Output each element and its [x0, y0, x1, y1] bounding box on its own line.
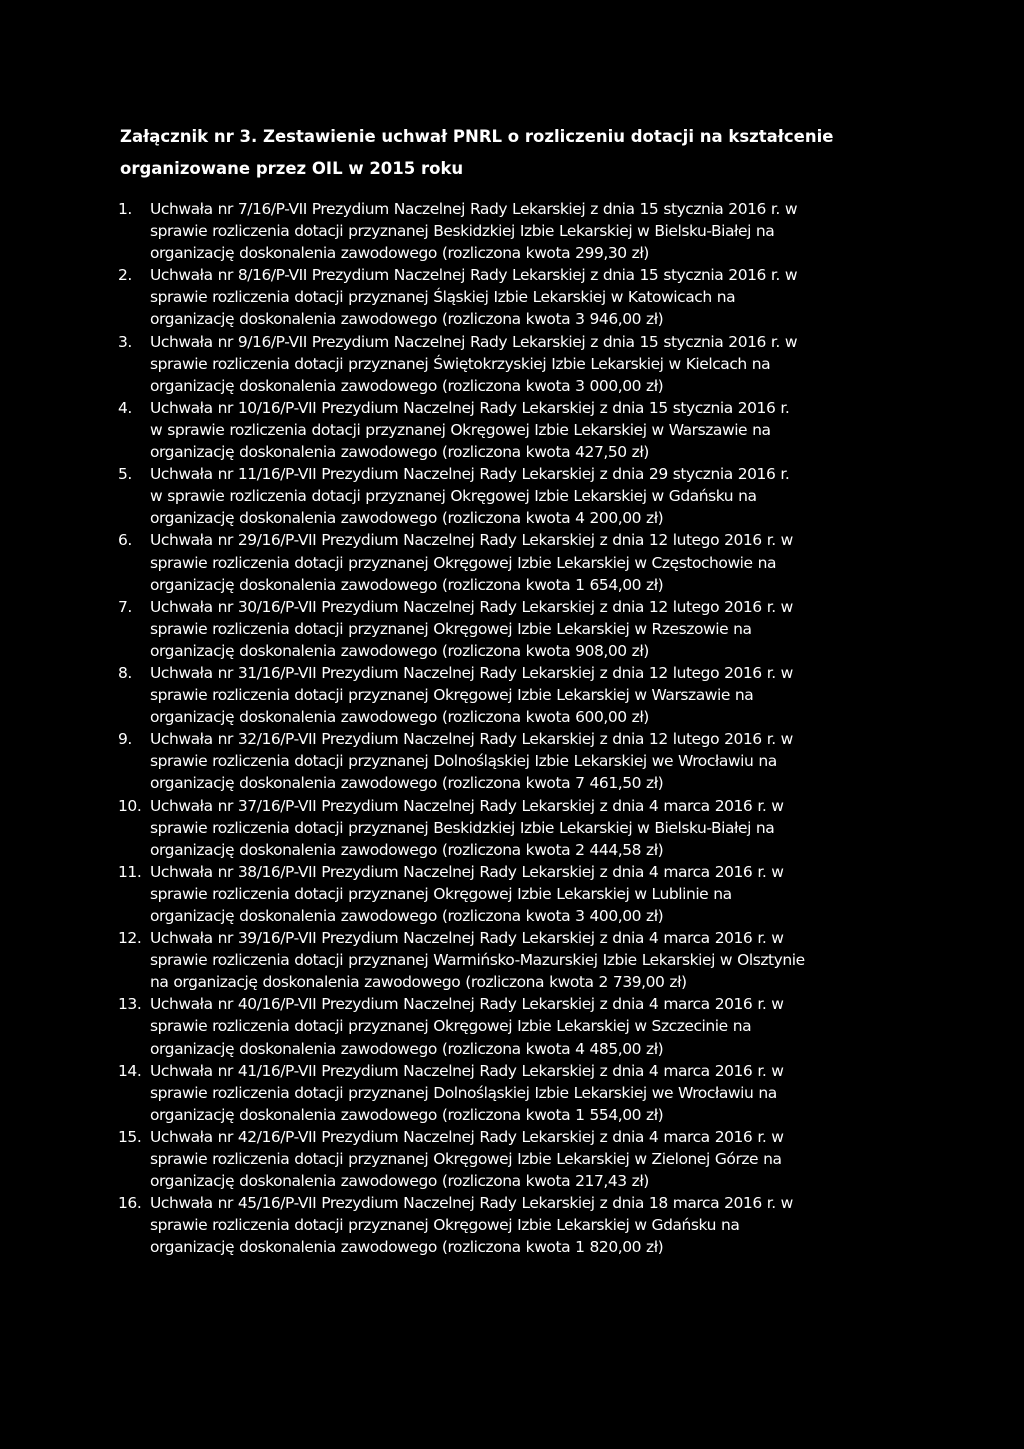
list-item-text-line: organizację doskonalenia zawodowego (rozliczona kwota 1 554,00 zł): [150, 1105, 664, 1124]
list-item-number: 5.: [118, 465, 132, 484]
list-item-number: 13.: [118, 995, 142, 1014]
list-item-number: 8.: [118, 663, 132, 682]
list-item-text-line: sprawie rozliczenia dotacji przyznanej Dolnośląskiej Izbie Lekarskiej we Wrocławiu na: [150, 1083, 777, 1102]
resolution-list-item: [118, 662, 908, 728]
list-item-text-line: sprawie rozliczenia dotacji przyznanej Beskidzkiej Izbie Lekarskiej w Bielsku-Białej na: [150, 818, 775, 837]
list-item-text-line: Uchwała nr 7/16/P-VII Prezydium Naczelnej Rady Lekarskiej z dnia 15 stycznia 2016 r. w: [150, 200, 798, 218]
list-item-text-line: w sprawie rozliczenia dotacji przyznanej Okręgowej Izbie Lekarskiej w Warszawie na: [150, 420, 771, 439]
list-item-text-line: organizację doskonalenia zawodowego (rozliczona kwota 3 946,00 zł): [150, 310, 664, 329]
list-item-text-line: Uchwała nr 10/16/P-VII Prezydium Naczelnej Rady Lekarskiej z dnia 15 stycznia 2016 r.: [150, 398, 790, 417]
list-item-text-line: Uchwała nr 32/16/P-VII Prezydium Naczelnej Rady Lekarskiej z dnia 12 lutego 2016 r. w: [150, 730, 793, 749]
list-item-text-line: organizację doskonalenia zawodowego (rozliczona kwota 1 820,00 zł): [150, 1238, 664, 1257]
list-item-text-line: sprawie rozliczenia dotacji przyznanej Świętokrzyskiej Izbie Lekarskiej w Kielcach na: [150, 354, 771, 373]
list-item-text-line: sprawie rozliczenia dotacji przyznanej Beskidzkiej Izbie Lekarskiej w Bielsku-Białej na: [150, 222, 775, 241]
list-item-text-line: organizację doskonalenia zawodowego (rozliczona kwota 217,43 zł): [150, 1172, 649, 1191]
resolution-list-item: [118, 198, 908, 264]
resolution-list-item: [118, 529, 908, 595]
list-item-text-line: Uchwała nr 37/16/P-VII Prezydium Naczelnej Rady Lekarskiej z dnia 4 marca 2016 r. w: [150, 796, 784, 815]
list-item-text-line: Uchwała nr 40/16/P-VII Prezydium Naczelnej Rady Lekarskiej z dnia 4 marca 2016 r. w: [150, 995, 784, 1014]
list-item-number: 6.: [118, 531, 132, 550]
list-item-text-line: na organizację doskonalenia zawodowego (rozliczona kwota 2 739,00 zł): [150, 973, 687, 992]
list-item-text-line: sprawie rozliczenia dotacji przyznanej Okręgowej Izbie Lekarskiej w Warszawie na: [150, 686, 754, 705]
list-item-text-line: Uchwała nr 45/16/P-VII Prezydium Naczelnej Rady Lekarskiej z dnia 18 marca 2016 r. w: [150, 1194, 793, 1213]
list-item-text-line: organizację doskonalenia zawodowego (rozliczona kwota 4 200,00 zł): [150, 509, 664, 528]
list-item-text-line: organizację doskonalenia zawodowego (rozliczona kwota 2 444,58 zł): [150, 840, 664, 859]
list-item-text-line: organizację doskonalenia zawodowego (rozliczona kwota 4 485,00 zł): [150, 1039, 664, 1058]
resolution-list-item: [118, 1060, 908, 1126]
list-item-text-line: sprawie rozliczenia dotacji przyznanej Okręgowej Izbie Lekarskiej w Rzeszowie na: [150, 619, 752, 638]
list-item-text-line: sprawie rozliczenia dotacji przyznanej Warmińsko-Mazurskiej Izbie Lekarskiej w Olsztynie: [150, 951, 805, 970]
list-item-text-line: Uchwała nr 39/16/P-VII Prezydium Naczelnej Rady Lekarskiej z dnia 4 marca 2016 r. w: [150, 929, 784, 948]
resolution-list-item: [118, 1126, 908, 1192]
list-item-number: 15.: [118, 1127, 142, 1146]
list-item-text-line: organizację doskonalenia zawodowego (rozliczona kwota 299,30 zł): [150, 244, 649, 263]
resolution-list-item: [118, 795, 908, 861]
list-item-text-line: organizację doskonalenia zawodowego (rozliczona kwota 427,50 zł): [150, 443, 649, 462]
title-line: organizowane przez OIL w 2015 roku: [120, 159, 464, 178]
list-item-text-line: organizację doskonalenia zawodowego (rozliczona kwota 600,00 zł): [150, 708, 649, 727]
list-item-text-line: organizację doskonalenia zawodowego (rozliczona kwota 908,00 zł): [150, 641, 649, 660]
list-item-text-line: w sprawie rozliczenia dotacji przyznanej Okręgowej Izbie Lekarskiej w Gdańsku na: [150, 487, 757, 506]
list-item-text-line: sprawie rozliczenia dotacji przyznanej Dolnośląskiej Izbie Lekarskiej we Wrocławiu na: [150, 752, 777, 771]
resolution-list-item: [118, 1192, 908, 1258]
list-item-number: 7.: [118, 597, 132, 616]
resolution-list-item: [118, 463, 908, 529]
title-line: Załącznik nr 3. Zestawienie uchwał PNRL o rozliczeniu dotacji na kształcenie: [120, 127, 834, 146]
list-item-number: 14.: [118, 1061, 142, 1080]
resolution-list-item: [118, 927, 908, 993]
list-item-text-line: sprawie rozliczenia dotacji przyznanej Okręgowej Izbie Lekarskiej w Lublinie na: [150, 884, 732, 903]
list-item-text-line: sprawie rozliczenia dotacji przyznanej Okręgowej Izbie Lekarskiej w Gdańsku na: [150, 1216, 740, 1235]
list-item-text-line: sprawie rozliczenia dotacji przyznanej Okręgowej Izbie Lekarskiej w Zielonej Górze na: [150, 1150, 782, 1169]
resolution-list-item: [118, 993, 908, 1059]
list-item-number: 9.: [118, 730, 132, 749]
resolution-list-item: [118, 596, 908, 662]
list-item-text-line: organizację doskonalenia zawodowego (rozliczona kwota 3 400,00 zł): [150, 907, 664, 925]
list-item-number: 3.: [118, 332, 132, 351]
list-item-text-line: Uchwała nr 41/16/P-VII Prezydium Naczelnej Rady Lekarskiej z dnia 4 marca 2016 r. w: [150, 1061, 784, 1080]
list-item-text-line: organizację doskonalenia zawodowego (rozliczona kwota 7 461,50 zł): [150, 774, 664, 793]
list-item-text-line: Uchwała nr 8/16/P-VII Prezydium Naczelnej Rady Lekarskiej z dnia 15 stycznia 2016 r. w: [150, 266, 798, 285]
list-item-text-line: sprawie rozliczenia dotacji przyznanej Okręgowej Izbie Lekarskiej w Częstochowie na: [150, 553, 777, 572]
resolution-list-item: [118, 264, 908, 330]
list-item-number: 10.: [118, 796, 142, 815]
list-item-text-line: Uchwała nr 29/16/P-VII Prezydium Naczelnej Rady Lekarskiej z dnia 12 lutego 2016 r. w: [150, 531, 793, 550]
list-item-text-line: Uchwała nr 31/16/P-VII Prezydium Naczelnej Rady Lekarskiej z dnia 12 lutego 2016 r. w: [150, 663, 793, 682]
list-item-text-line: organizację doskonalenia zawodowego (rozliczona kwota 3 000,00 zł): [150, 376, 664, 395]
list-item-number: 16.: [118, 1194, 142, 1213]
list-item-number: 1.: [118, 200, 132, 218]
list-item-text-line: Uchwała nr 11/16/P-VII Prezydium Naczelnej Rady Lekarskiej z dnia 29 stycznia 2016 r.: [150, 465, 790, 484]
list-item-text-line: Uchwała nr 38/16/P-VII Prezydium Naczelnej Rady Lekarskiej z dnia 4 marca 2016 r. w: [150, 862, 784, 881]
list-item-text-line: Uchwała nr 42/16/P-VII Prezydium Naczelnej Rady Lekarskiej z dnia 4 marca 2016 r. w: [150, 1127, 784, 1146]
list-item-text-line: sprawie rozliczenia dotacji przyznanej Śląskiej Izbie Lekarskiej w Katowicach na: [150, 288, 736, 307]
list-item-number: 12.: [118, 929, 142, 948]
resolution-list-item: [118, 861, 908, 927]
list-item-number: 4.: [118, 398, 132, 417]
list-item-text-line: Uchwała nr 9/16/P-VII Prezydium Naczelnej Rady Lekarskiej z dnia 15 stycznia 2016 r. w: [150, 332, 798, 351]
list-item-text-line: Uchwała nr 30/16/P-VII Prezydium Naczelnej Rady Lekarskiej z dnia 12 lutego 2016 r. w: [150, 597, 793, 616]
list-item-text-line: organizację doskonalenia zawodowego (rozliczona kwota 1 654,00 zł): [150, 575, 664, 594]
document-title: [120, 121, 920, 185]
resolution-list-item: [118, 397, 908, 463]
resolution-list-item: [118, 728, 908, 794]
list-item-text-line: sprawie rozliczenia dotacji przyznanej Okręgowej Izbie Lekarskiej w Szczecinie na: [150, 1017, 752, 1036]
list-item-number: 2.: [118, 266, 132, 285]
list-item-number: 11.: [118, 862, 142, 881]
resolution-list: [118, 198, 908, 1259]
resolution-list-item: [118, 331, 908, 397]
